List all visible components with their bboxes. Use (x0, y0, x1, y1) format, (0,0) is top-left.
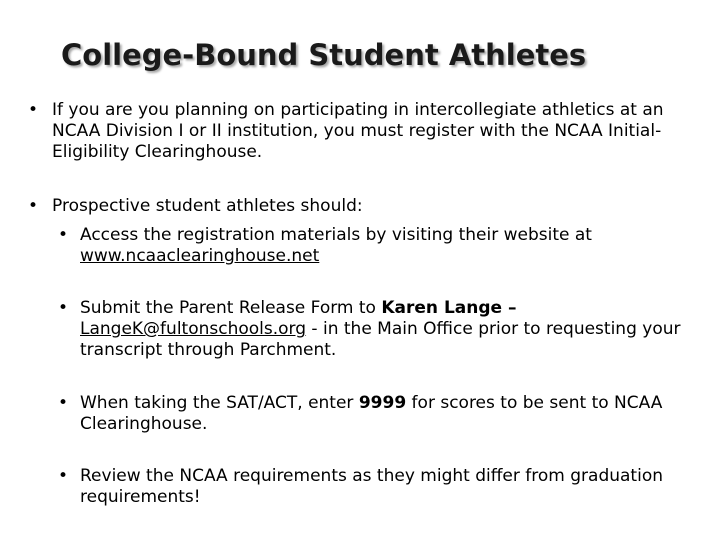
sub-bullet-text: When taking the SAT/ACT, enter (80, 393, 359, 413)
clearinghouse-website-link[interactable]: www.ncaaclearinghouse.net (80, 246, 320, 266)
sub-bullet-review-requirements (58, 466, 694, 508)
contact-email-link[interactable]: LangeK@fultonschools.org (80, 319, 307, 339)
sub-bullet-parent-release-form (58, 298, 694, 361)
sub-bullet-registration-materials (58, 225, 694, 267)
bullet-registration (28, 100, 690, 163)
bullet-dot-icon: • (28, 100, 39, 120)
sub-bullet-sat-act (58, 393, 694, 435)
bullet-dot-icon: • (58, 225, 69, 245)
sub-bullet-text: for scores to be sent to NCAA Clearinghouse. (80, 393, 663, 434)
contact-name: Karen Lange – (381, 298, 517, 318)
bullet-dot-icon: • (58, 466, 69, 486)
sub-bullet-text: Access the registration materials by visiting their website at (80, 225, 592, 245)
slide-title: College-Bound Student Athletes (61, 38, 587, 72)
sub-bullet-text: - in the Main Office prior to requesting your transcript through Parchment. (80, 319, 681, 360)
bullet-dot-icon: • (28, 196, 39, 216)
bullet-registration-text: If you are you planning on participating in intercollegiate athletics at an NCAA Division I or II institution, you must register with the NCAA Initial-Eligibility Clearinghouse. (52, 100, 664, 162)
bullet-prospective-text: Prospective student athletes should: (52, 196, 363, 216)
bullet-dot-icon: • (58, 298, 69, 318)
sub-bullet-text: Review the NCAA requirements as they might differ from graduation requirements! (80, 466, 663, 507)
bullet-dot-icon: • (58, 393, 69, 413)
score-code: 9999 (358, 393, 407, 413)
bullet-prospective (28, 196, 690, 217)
sub-bullet-text: Submit the Parent Release Form to (80, 298, 382, 318)
